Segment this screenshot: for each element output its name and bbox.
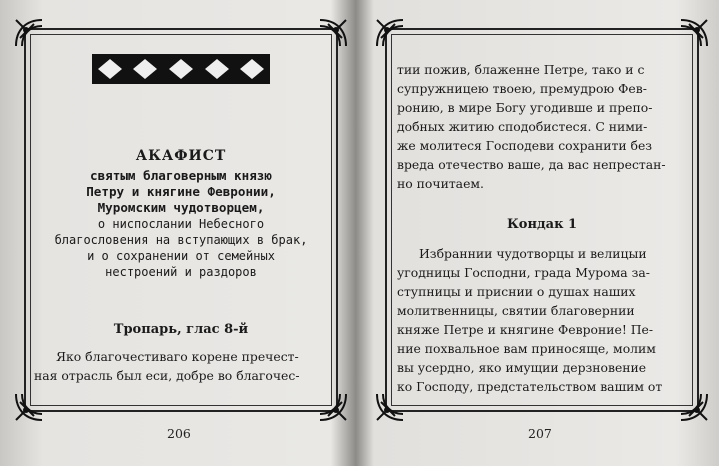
corner-ornament-icon bbox=[12, 390, 46, 424]
subtitle-line: Муромским чудотворцем, bbox=[97, 200, 265, 215]
left-body-text bbox=[34, 348, 328, 385]
page-number: 207 bbox=[528, 426, 552, 441]
body-line: Яко благочестиваго корене пречест- bbox=[56, 349, 299, 364]
body-line: молитвенницы, святии благовернии bbox=[397, 303, 635, 318]
left-page-frame bbox=[24, 28, 338, 412]
right-body-text bbox=[397, 60, 687, 193]
right-page bbox=[361, 0, 719, 466]
body-line: ронию, в мире Богу угодивше и препо- bbox=[397, 100, 653, 115]
subtitle-line: и о сохранении от семейных bbox=[87, 249, 275, 263]
tropar-heading: Тропарь, глас 8-й bbox=[113, 322, 249, 337]
body-line: тии пожив, блаженне Петре, тако и с bbox=[397, 62, 645, 77]
subtitle-line: нестроений и раздоров bbox=[105, 265, 257, 279]
body-line: ние похвальное вам приносяще, молим bbox=[397, 341, 656, 356]
subtitle-line: святым благоверным князю bbox=[90, 168, 272, 183]
body-line: Избраннии чудотворцы и велицыи bbox=[419, 246, 647, 261]
body-line: княже Петре и княгине Февроние! Пе- bbox=[397, 322, 654, 337]
body-line: угодницы Господни, града Мурома за- bbox=[397, 265, 650, 280]
page-number: 206 bbox=[167, 426, 191, 441]
corner-ornament-icon bbox=[316, 16, 350, 50]
left-page bbox=[0, 0, 358, 466]
body-line: вреда отечество ваше, да вас непрестан- bbox=[397, 157, 666, 172]
right-page-frame bbox=[385, 28, 699, 412]
kondak-text bbox=[397, 244, 687, 396]
body-line: ступницы и приснии о душах наших bbox=[397, 284, 636, 299]
body-line: вы усердно, яко имущии дерзновение bbox=[397, 360, 647, 375]
body-line: добных житию сподобистеся. С ними- bbox=[397, 119, 648, 134]
kondak-heading: Кондак 1 bbox=[506, 217, 578, 232]
corner-ornament-icon bbox=[677, 16, 711, 50]
subtitle-line: Петру и княгине Февронии, bbox=[86, 184, 276, 199]
akathist-subtitle bbox=[48, 168, 314, 280]
header-ornament-band bbox=[92, 54, 270, 84]
body-line: но почитаем. bbox=[397, 176, 484, 191]
akathist-title: АКАФИСТ bbox=[135, 148, 227, 164]
subtitle-line: о ниспослании Небесного bbox=[97, 217, 265, 231]
body-line: ко Господу, предстательством вашим от bbox=[397, 379, 663, 394]
subtitle-line: благословения на вступающих в брак, bbox=[54, 233, 308, 247]
body-line: ная отрасль был еси, добре во благочес- bbox=[34, 367, 300, 383]
body-line: супружницею твоею, премудрою Фев- bbox=[397, 81, 647, 96]
corner-ornament-icon bbox=[373, 16, 407, 50]
corner-ornament-icon bbox=[316, 390, 350, 424]
corner-ornament-icon bbox=[12, 16, 46, 50]
body-line: же молитеся Господеви сохранити без bbox=[397, 138, 653, 153]
